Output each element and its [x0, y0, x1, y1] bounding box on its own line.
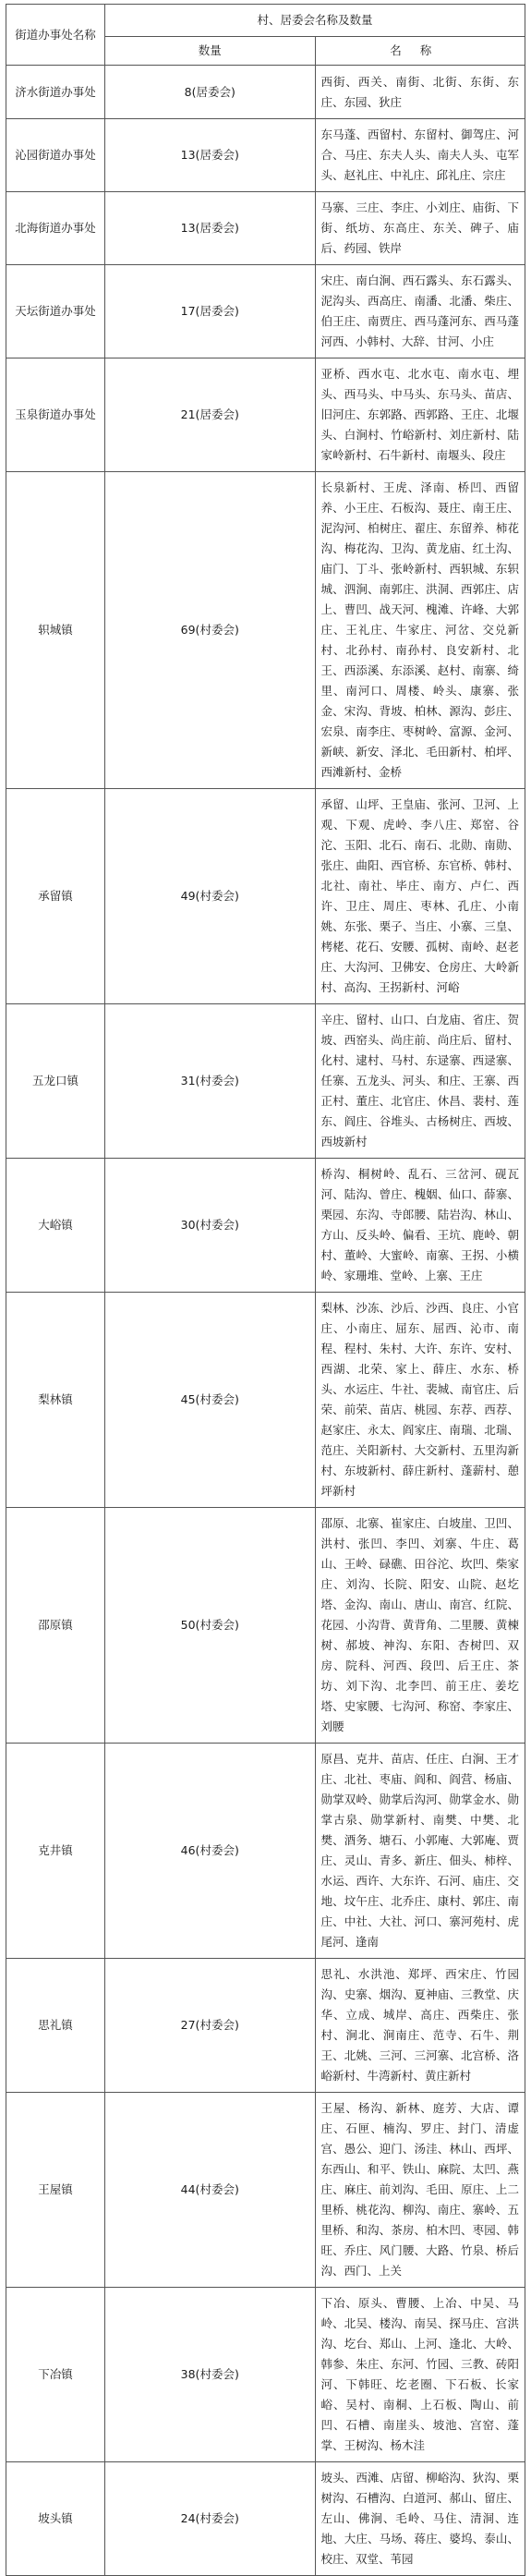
town-cell: 济水街道办事处 — [6, 66, 105, 119]
count-cell: 17(居委会) — [105, 265, 316, 358]
table-row — [6, 789, 525, 1004]
table-row — [6, 66, 525, 119]
names-cell: 亚桥、西水屯、北水屯、南水屯、埋头、西马头、中马头、东马头、苗店、旧河庄、东郭路、西郭路、王庄、北堰头、白涧村、竹峪新村、刘庄新村、陆家岭新村、石牛新村、南堰头、段庄 — [315, 358, 525, 472]
count-column-header: 数量 — [105, 37, 316, 66]
names-cell: 王屋、杨沟、新林、庭芳、大店、谭庄、石匣、楠沟、罗庄、封门、清虚宫、愚公、迎门、汤洼、林山、西坪、东西山、和平、铁山、麻院、太凹、燕庄、麻庄、前刘沟、毛田、原庄、上二里桥、桃花沟、柳沟、南庄、寨岭、五里桥、和沟、茶房、柏木凹、枣园、韩旺、乔庄、风门腰、大路、竹泉、桥后沟、西门、上关 — [315, 2093, 525, 2288]
table-row — [6, 1959, 525, 2093]
count-cell: 49(村委会) — [105, 789, 316, 1004]
count-cell: 46(村委会) — [105, 1744, 316, 1959]
table-row — [6, 1159, 525, 1293]
count-cell: 13(居委会) — [105, 119, 316, 192]
count-cell: 21(居委会) — [105, 358, 316, 472]
names-cell: 辛庄、留村、山口、白龙庙、省庄、贺坡、西窑头、尚庄前、尚庄后、留村、化村、逮村、马村、东逯寨、西逯寨、任寨、五龙头、河头、和庄、王寨、西正村、董庄、北官庄、休昌、裴村、莲东、阎庄、谷堆头、古杨树庄、西坡、西坡新村 — [315, 1004, 525, 1159]
count-cell: 31(村委会) — [105, 1004, 316, 1159]
town-cell: 思礼镇 — [6, 1959, 105, 2093]
town-cell: 梨林镇 — [6, 1293, 105, 1508]
table-row — [6, 2288, 525, 2462]
count-cell: 69(村委会) — [105, 472, 316, 789]
town-cell: 克井镇 — [6, 1744, 105, 1959]
names-cell: 宋庄、南白涧、西石露头、东石露头、泥沟头、西高庄、南潘、北潘、柴庄、伯王庄、南贾庄、西马蓬河东、西马蓬河西、小韩村、大辞、甘河、小庄 — [315, 265, 525, 358]
count-cell: 38(村委会) — [105, 2288, 316, 2462]
names-cell: 下冶、原头、曹腰、上冶、中吴、马岭、北吴、楼沟、南吴、探马庄、宫洪沟、圪台、郑山、上河、逢北、大岭、韩参、朱庄、东河、竹园、三教、砖阳河、下韩旺、圪老圈、下石板、长家峪、吴村、南桐、上石板、陶山、前凹、石槽、南崖头、坡池、宫窑、蓬掌、王树沟、杨木洼 — [315, 2288, 525, 2462]
town-cell: 天坛街道办事处 — [6, 265, 105, 358]
count-cell: 45(村委会) — [105, 1293, 316, 1508]
town-cell: 坡头镇 — [6, 2462, 105, 2576]
names-cell: 马寨、三庄、李庄、小刘庄、庙街、下街、纸坊、东高庄、东关、碑子、庙后、药园、铁岸 — [315, 192, 525, 265]
table-body — [6, 66, 525, 2576]
town-cell: 北海街道办事处 — [6, 192, 105, 265]
village-committee-table — [6, 4, 525, 2576]
town-cell: 大峪镇 — [6, 1159, 105, 1293]
town-cell: 玉泉街道办事处 — [6, 358, 105, 472]
count-cell: 27(村委会) — [105, 1959, 316, 2093]
town-cell: 邵原镇 — [6, 1508, 105, 1744]
town-cell: 轵城镇 — [6, 472, 105, 789]
names-cell: 东马蓬、西留村、东留村、御驾庄、河合、马庄、东夫人头、南夫人头、屯军头、赵礼庄、中礼庄、邱礼庄、宗庄 — [315, 119, 525, 192]
names-cell: 原昌、克井、苗店、任庄、白涧、王才庄、北社、枣庙、阎和、阎营、杨庙、勋掌双岭、勋掌后沟河、勋掌金水、勋掌古泉、勋掌新村、南樊、中樊、北樊、酒务、塘石、小郭庵、大郭庵、贾庄、灵山、青多、新庄、佃头、柿梓、水运、西许、大东许、石河、庙庄、交地、坟午庄、北乔庄、康村、郭庄、南庄、中社、大社、河口、寨河苑村、虎尾河、逢南 — [315, 1744, 525, 1959]
names-cell: 思礼、水洪池、郑坪、西宋庄、竹园沟、史寨、烟沟、夏神庙、三教堂、庆华、立成、城岸、高庄、西柴庄、张村、涧北、涧南庄、范寺、石牛、荆王、北姚、三河、三河寨、北宫桥、洛峪新村、牛湾新村、黄庄新村 — [315, 1959, 525, 2093]
names-cell: 长泉新村、王虎、泽南、桥凹、西留养、小王庄、石板沟、聂庄、南王庄、泥沟河、柏树庄、翟庄、东留养、柿花沟、梅花沟、卫沟、黄龙庙、红土沟、庙门、丁斗、张岭新村、西轵城、东轵城、泗涧、南郭庄、洪洞、西郭庄、店上、曹凹、战天河、槐滩、许峰、大郭庄、王礼庄、牛家庄、河岔、交兑新村、北孙村、南孙村、良安新村、北王、西添溪、东添溪、赵村、南寨、绮里、南河口、周楼、岭头、康寨、张金、宋沟、背坡、柏林、源沟、彭庄、宏泉、南李庄、枣树岭、富源、金河、新峡、新安、泽北、毛田新村、柏坪、西滩新村、金桥 — [315, 472, 525, 789]
office-column-header: 街道办事处名称 — [6, 5, 105, 66]
count-cell: 50(村委会) — [105, 1508, 316, 1744]
count-cell: 24(村委会) — [105, 2462, 316, 2576]
group-title-header: 村、居委会名称及数量 — [105, 5, 525, 37]
table-row — [6, 1508, 525, 1744]
table-row — [6, 472, 525, 789]
table-row — [6, 1004, 525, 1159]
names-cell: 承留、山坪、王皇庙、张河、卫河、上观、下观、虎岭、李八庄、郑窑、谷沱、玉阳、北石、南石、北勋、南勋、张庄、曲阳、西官桥、东官桥、韩村、北社、南社、毕庄、南方、卢仁、西许、卫庄、周庄、枣林、孔庄、小南姚、东张、栗子、当庄、小寨、三皇、栲栳、花石、安腰、孤树、南岭、赵老庄、大沟河、卫佛安、仓房庄、大岭新村、高沟、王拐新村、河峪 — [315, 789, 525, 1004]
town-cell: 承留镇 — [6, 789, 105, 1004]
town-cell: 沁园街道办事处 — [6, 119, 105, 192]
count-cell: 13(居委会) — [105, 192, 316, 265]
table-row — [6, 192, 525, 265]
name-column-header: 名称 — [315, 37, 525, 66]
names-cell: 坡头、西滩、店留、柳峪沟、狄沟、栗树沟、石槽沟、白道河、郝山、留庄、左山、佛涧、毛岭、马住、清洞、连地、大庄、马场、蒋庄、婆坞、泰山、校庄、双堂、苇园 — [315, 2462, 525, 2576]
table-row — [6, 119, 525, 192]
table-row — [6, 2093, 525, 2288]
names-cell: 邵原、北寨、崔家庄、白坡崖、卫凹、洪村、张凹、李凹、刘寨、牛庄、葛山、王岭、碌礁、田谷沱、坎凹、柴家庄、刘沟、长院、阳安、山院、赵圪塔、金沟、南山、唐山、南宫、红院、花园、小沟背、黄背角、二里腰、黄楝树、郝坡、神沟、东阳、杏树凹、双房、院科、河西、段凹、后王庄、茶坊、刘下沟、北李凹、前王庄、姜圪塔、史家腰、七沟河、称窑、李家庄、刘腰 — [315, 1508, 525, 1744]
names-cell: 西街、西关、南街、北街、东街、东庄、东园、狄庄 — [315, 66, 525, 119]
table-row — [6, 358, 525, 472]
table-row — [6, 1293, 525, 1508]
header-row-top — [6, 5, 525, 37]
town-cell: 下冶镇 — [6, 2288, 105, 2462]
count-cell: 8(居委会) — [105, 66, 316, 119]
table-row — [6, 265, 525, 358]
town-cell: 王屋镇 — [6, 2093, 105, 2288]
names-cell: 桥沟、桐树岭、乱石、三岔河、砚瓦河、陆沟、曾庄、槐姻、仙口、薛寨、栗园、东沟、寺郎腰、陆岩沟、林山、方山、反头岭、偏看、王坑、鹿岭、朝村、董岭、大蜜岭、南寨、王拐、小横岭、家珊堆、堂岭、上寨、王庄 — [315, 1159, 525, 1293]
table-row — [6, 2462, 525, 2576]
names-cell: 梨林、沙冻、沙后、沙西、良庄、小官庄、小南庄、屈东、屈西、沁市、南程、程村、朱村、大许、东许、安村、西湖、北荣、家上、薛庄、水东、桥头、水运庄、牛社、裴城、南官庄、后荣、前荣、苗店、桃园、东荐、西荐、赵家庄、永太、阎家庄、南瑞、北瑞、范庄、关阳新村、大交新村、五里沟新村、东坡新村、薛庄新村、蓬薪村、憩坪新村 — [315, 1293, 525, 1508]
count-cell: 44(村委会) — [105, 2093, 316, 2288]
table-row — [6, 1744, 525, 1959]
town-cell: 五龙口镇 — [6, 1004, 105, 1159]
count-cell: 30(村委会) — [105, 1159, 316, 1293]
